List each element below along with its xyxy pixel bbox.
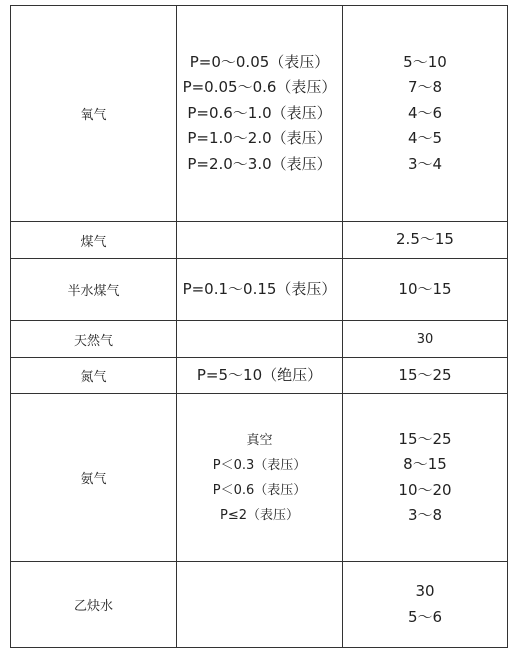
pressure-cell [177,222,343,259]
medium-cell: 半水煤气 [11,259,177,321]
medium-cell: 乙炔水 [11,562,177,648]
medium-cell: 煤气 [11,222,177,259]
medium-cell: 氮气 [11,358,177,394]
velocity-cell: 15～25 [343,358,508,394]
medium-cell: 氨气 [11,394,177,562]
velocity-cell: 15～25 8～15 10～20 3～8 [343,394,508,562]
velocity-cell: 10～15 [343,259,508,321]
medium-cell: 天然气 [11,321,177,358]
velocity-cell: 30 5～6 [343,562,508,648]
medium-cell: 氧气 [11,6,177,222]
table-row [11,358,508,394]
velocity-cell: 5～10 7～8 4～6 4～5 3～4 [343,6,508,222]
velocity-cell: 30 [343,321,508,358]
pressure-cell: P=5～10（绝压） [177,358,343,394]
velocity-cell: 2.5～15 [343,222,508,259]
table-row [11,6,508,222]
table-row [11,394,508,562]
pressure-cell [177,321,343,358]
pressure-cell: 真空 P＜0.3（表压） P＜0.6（表压） P≤2（表压） [177,394,343,562]
pressure-cell: P=0.1～0.15（表压） [177,259,343,321]
table-row [11,259,508,321]
gas-velocity-table [10,5,508,648]
table-row [11,222,508,259]
pressure-cell [177,562,343,648]
table-row [11,562,508,648]
pressure-cell: P=0～0.05（表压） P=0.05～0.6（表压） P=0.6～1.0（表压） P=1.0～2.0（表压） P=2.0～3.0（表压） [177,6,343,222]
table-row [11,321,508,358]
